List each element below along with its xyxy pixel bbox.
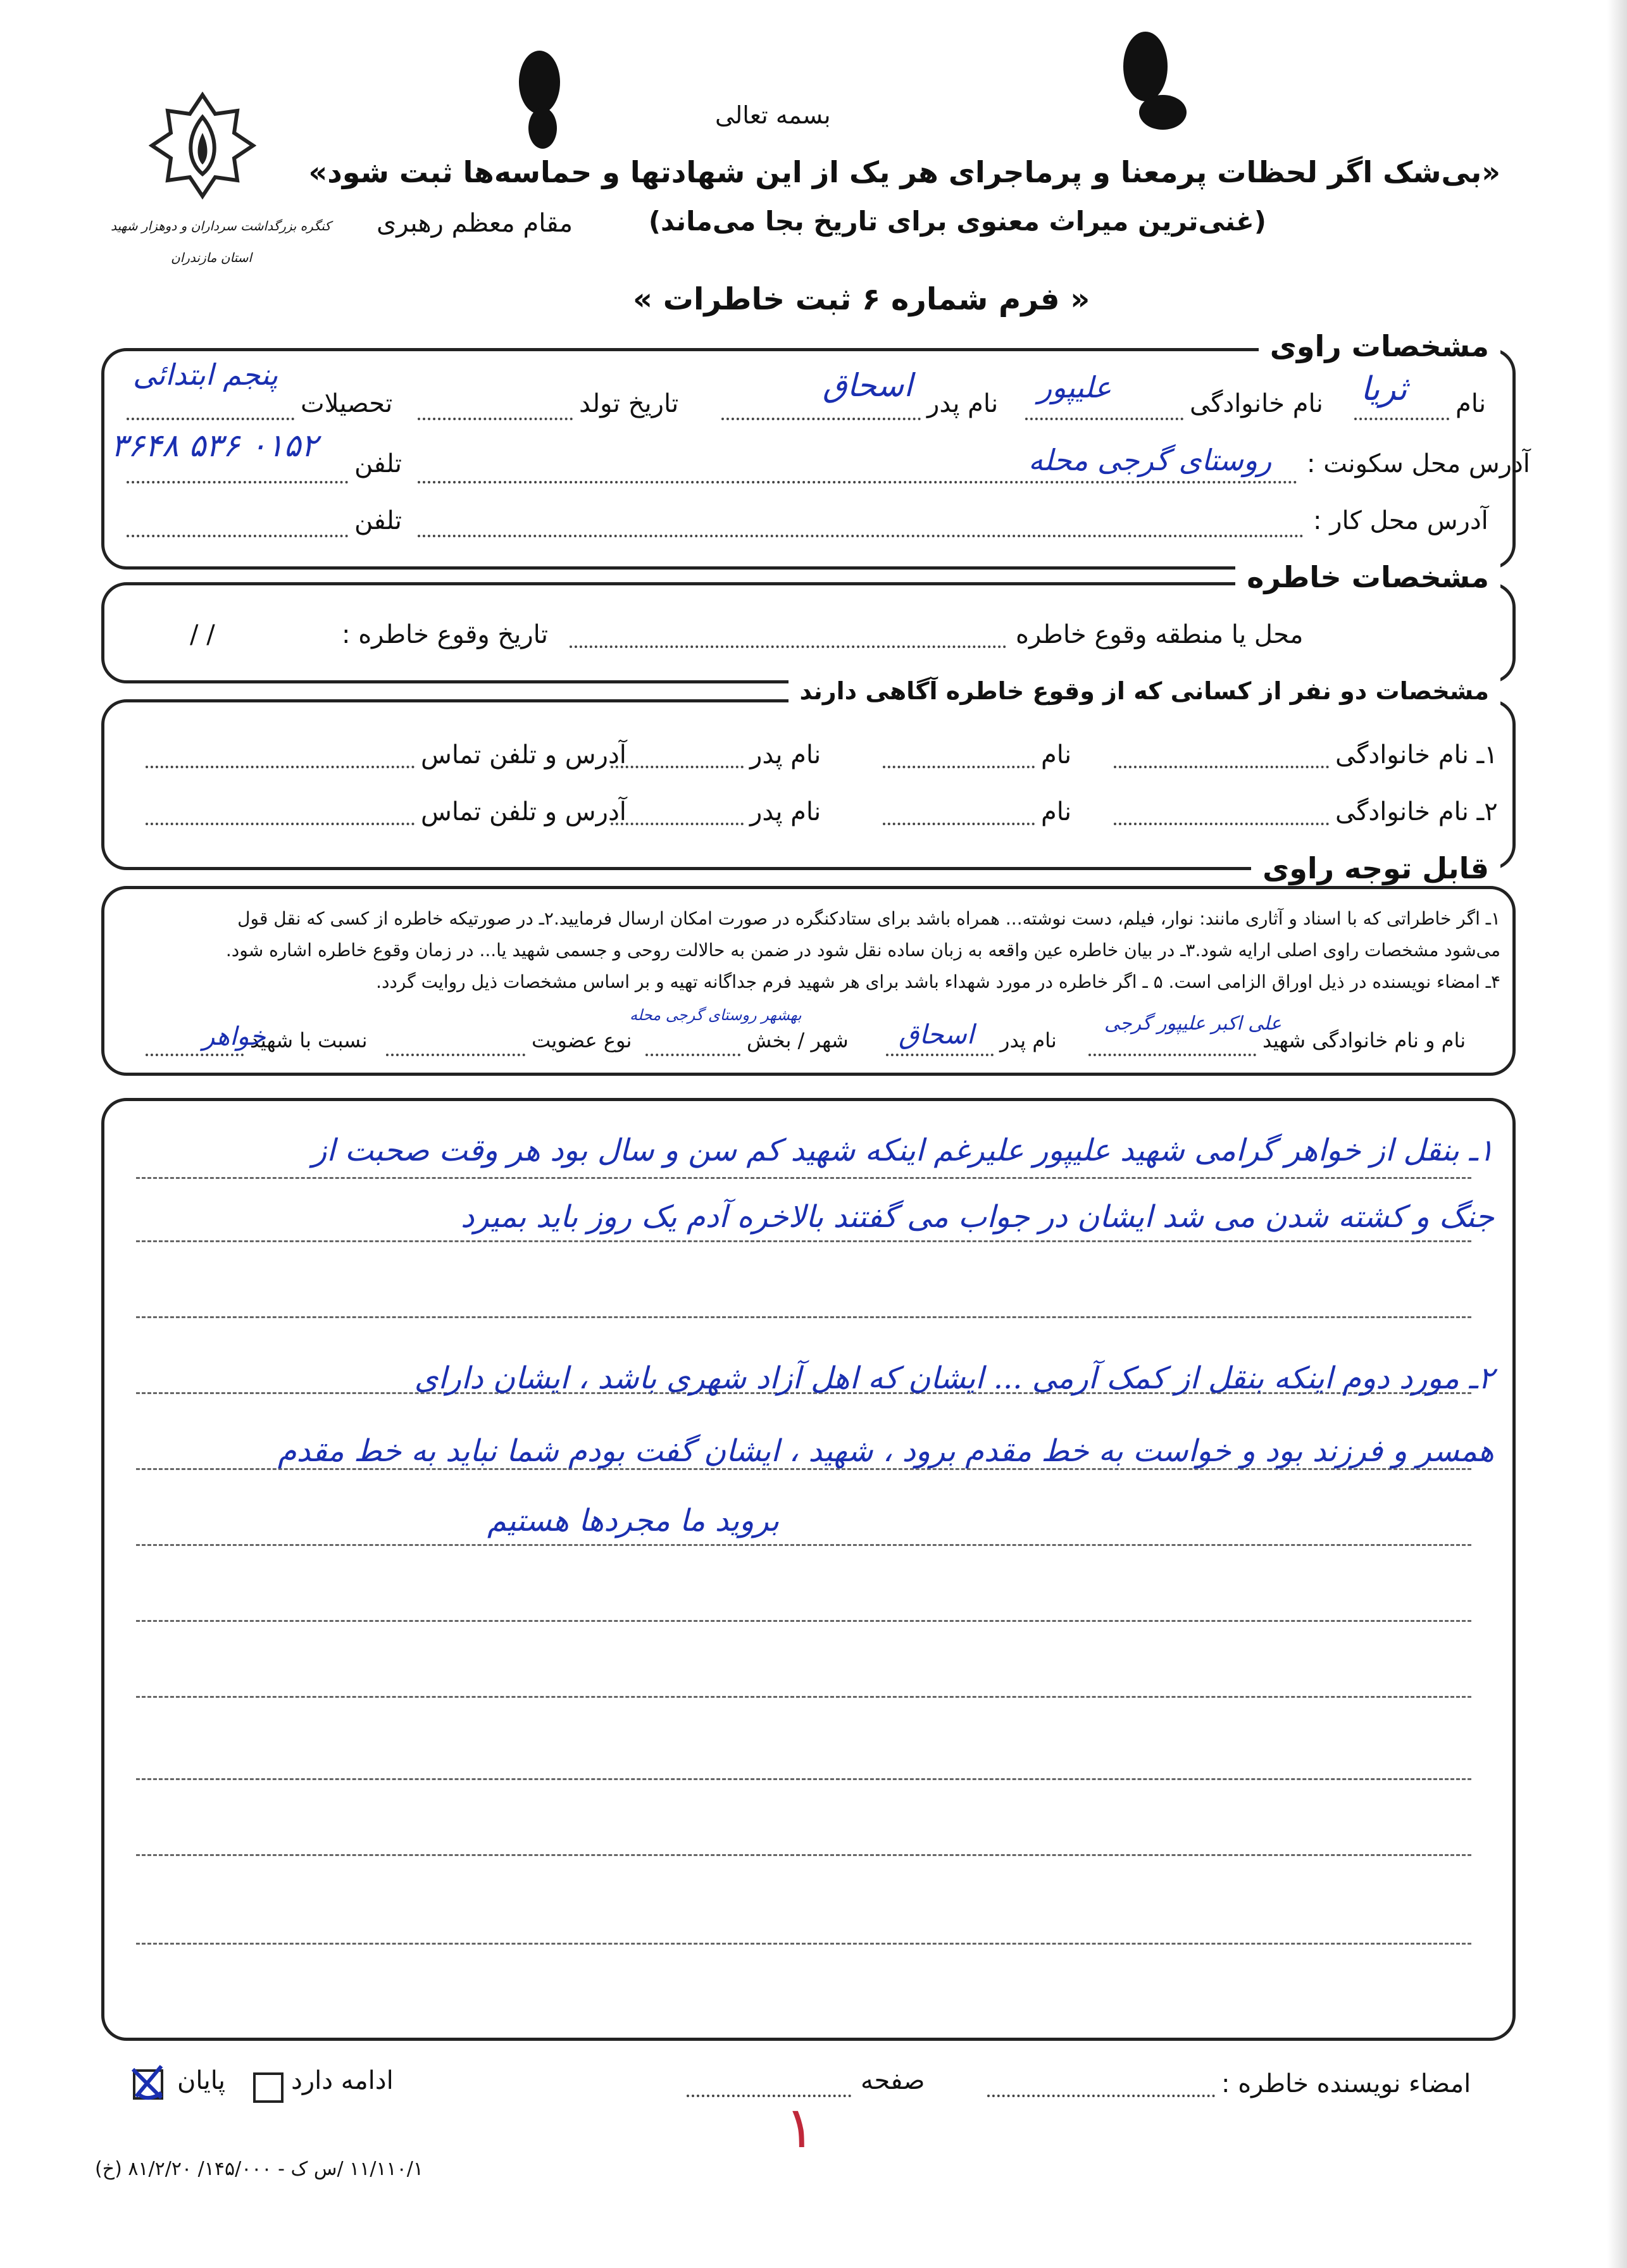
witness2-name-label: نام (1041, 797, 1072, 826)
witness2-name-field[interactable] (883, 823, 1035, 825)
page-edge (1607, 0, 1627, 2268)
education-value: پنجم ابتدائی (133, 358, 278, 392)
signature-label: امضاء نویسنده خاطره : (1221, 2069, 1471, 2098)
memory-place-label: محل یا منطقه وقوع خاطره (1016, 620, 1304, 649)
attribution: مقام معظم رهبری (377, 209, 573, 238)
narrative-line-1: ۱ـ بنقل از خواهر گرامی شهید علیپور علیرغم اینکه شهید کم سن و سال بود هر وقت صحبت از (312, 1133, 1494, 1168)
education-field[interactable] (127, 418, 294, 420)
continue-label: ادامه دارد (291, 2066, 394, 2095)
ink-blot (528, 108, 557, 149)
bismillah: بسمه تعالی (715, 101, 831, 129)
martyr-city-label: شهر / بخش (747, 1028, 849, 1052)
memory-section-title: مشخصات خاطره (1235, 560, 1500, 594)
name-label: نام (1456, 389, 1487, 418)
relation-field[interactable] (146, 1054, 244, 1056)
writing-line (136, 1778, 1471, 1780)
martyr-city-value: بهشهر روستای گرجی محله (630, 1006, 802, 1024)
witness2-contact-field[interactable] (146, 823, 415, 825)
phone-label: تلفن (354, 449, 402, 478)
witnesses-box (101, 699, 1516, 870)
witness1-contact-label: آدرس و تلفن تماس (421, 740, 626, 770)
birth-field[interactable] (418, 418, 573, 420)
memory-box (101, 582, 1516, 683)
ink-blot (1139, 95, 1187, 130)
witness1-father-field[interactable] (611, 766, 744, 768)
narrative-line-5: بروید ما مجردها هستیم (487, 1503, 780, 1538)
page-value: ۱ (785, 2095, 816, 2161)
form-title: « فرم شماره ۶ ثبت خاطرات » (633, 282, 1090, 317)
family-field[interactable] (1025, 418, 1183, 420)
membership-label: نوع عضویت (532, 1028, 632, 1052)
notice-line-3: ۴ـ امضاء نویسنده در ذیل اوراق الزامی است. ۵ ـ اگر خاطره در مورد شهداء باشد برای هر شهید فرم جداگانه تهیه و بر اساس مشخصات ذیل روایت گردد. (376, 971, 1500, 992)
memory-place-field[interactable] (570, 645, 1006, 648)
narrative-box (101, 1098, 1516, 2041)
notice-line-2: می‌شود مشخصات راوی اصلی ارایه شود.۳ـ در بیان خاطره عین واقعه به زبان ساده نقل شود در ضمن به حالالت روحی و جسمی شهید یا... در زمان وقوع خاطره اشاره شود. (225, 940, 1500, 961)
narrator-section-title: مشخصات راوی (1259, 329, 1500, 363)
narrative-line-2: جنگ و کشته شدن می شد ایشان در جواب می گفتند بالاخره آدم یک روز باید بمیرد (460, 1199, 1494, 1235)
name-value: ثریا (1361, 370, 1407, 408)
work-phone-label: تلفن (354, 506, 402, 535)
witness1-family-field[interactable] (1114, 766, 1329, 768)
work-address-field[interactable] (418, 535, 1304, 537)
martyr-father-field[interactable] (886, 1054, 994, 1056)
witness1-name-label: نام (1041, 740, 1072, 770)
end-label: پایان (177, 2066, 226, 2095)
signature-field[interactable] (987, 2095, 1215, 2097)
checkmark-icon (127, 2060, 171, 2104)
narrative-line-4: همسر و فرزند بود و خواست به خط مقدم برود ، شهید ، ایشان گفت بودم شما نباید به خط مقدم (277, 1433, 1494, 1469)
home-address-label: آدرس محل سکونت : (1307, 449, 1530, 478)
page-field[interactable] (687, 2095, 851, 2097)
ink-blot (1123, 32, 1168, 101)
writing-line (136, 1620, 1471, 1622)
education-label: تحصیلات (301, 389, 393, 418)
narrative-line-3: ۲ـ مورد دوم اینکه بنقل از کمک آرمی ... ایشان که اهل آزاد شهری باشد ، ایشان دارای (414, 1361, 1494, 1396)
memory-date-slashes: / / (190, 620, 215, 649)
witness2-contact-label: آدرس و تلفن تماس (421, 797, 626, 826)
witness2-family-label: ۲ـ نام خانوادگی (1335, 797, 1498, 826)
ink-blot (519, 51, 560, 114)
work-address-label: آدرس محل کار : (1313, 506, 1488, 535)
memory-date-label: تاریخ وقوع خاطره : (342, 620, 548, 649)
quote-line-1: «بی‌شک اگر لحظات پرمعنا و پرماجرای هر یک از این شهادتها و حماسه‌ها ثبت شود» (308, 155, 1500, 189)
phone-field[interactable] (127, 481, 348, 483)
martyr-father-value: اسحاق (899, 1019, 975, 1050)
father-label: نام پدر (927, 389, 999, 418)
witness2-family-field[interactable] (1114, 823, 1329, 825)
notice-section-title: قابل توجه راوی (1251, 851, 1500, 885)
work-phone-field[interactable] (127, 535, 348, 537)
witness2-father-label: نام پدر (750, 797, 821, 826)
martyr-name-field[interactable] (1088, 1054, 1256, 1056)
witness1-family-label: ۱ـ نام خانوادگی (1335, 740, 1498, 770)
writing-line (136, 1240, 1471, 1242)
birth-label: تاریخ تولد (579, 389, 679, 418)
witness1-father-label: نام پدر (750, 740, 821, 770)
membership-field[interactable] (386, 1054, 525, 1056)
home-address-value: روستای گرجی محله (1028, 443, 1272, 477)
page-label: صفحه (861, 2066, 925, 2095)
writing-line (136, 1943, 1471, 1945)
witness1-contact-field[interactable] (146, 766, 415, 768)
name-field[interactable] (1354, 418, 1449, 420)
witness1-name-field[interactable] (883, 766, 1035, 768)
writing-line (136, 1696, 1471, 1698)
martyr-city-field[interactable] (645, 1054, 740, 1056)
martyr-name-label: نام و نام خانوادگی شهید (1262, 1028, 1466, 1052)
writing-line (136, 1544, 1471, 1546)
logo-caption: کنگره بزرگداشت سرداران و دوهزار شهید (111, 218, 331, 234)
continue-checkbox[interactable] (253, 2072, 284, 2103)
father-field[interactable] (721, 418, 921, 420)
form-code: ۱۱/۱۱۰/۱ /س ک - ۱۴۵/۰۰۰/ ۸۱/۲/۲۰ (خ) (95, 2158, 424, 2180)
writing-line (136, 1177, 1471, 1179)
quote-line-2: (غنی‌ترین میراث معنوی برای تاریخ بجا می‌ماند) (648, 206, 1266, 237)
congress-logo (149, 92, 256, 206)
family-label: نام خانوادگی (1190, 389, 1323, 418)
home-address-field[interactable] (418, 481, 1297, 483)
martyr-father-label: نام پدر (1000, 1028, 1057, 1052)
father-value: اسحاق (823, 367, 913, 404)
relation-value: خواهر (203, 1022, 266, 1051)
martyr-name-value: علی اکبر علیپور گرجی (1104, 1012, 1281, 1035)
witness2-father-field[interactable] (611, 823, 744, 825)
family-value: علیپور (1038, 370, 1112, 404)
writing-line (136, 1854, 1471, 1856)
logo-caption-province: استان مازندران (171, 250, 252, 265)
relation-label: نسبت با شهید (250, 1028, 368, 1052)
writing-line (136, 1316, 1471, 1318)
notice-line-1: ۱ـ اگر خاطراتی که با اسناد و آثاری مانند: نوار، فیلم، دست نوشته... همراه باشد برای ستادکنگره در صورت امکان ارسال فرمایید.۲ـ در صورتیکه خاطره از کسی که نقل قول (237, 908, 1500, 929)
witnesses-section-title: مشخصات دو نفر از کسانی که از وقوع خاطره آگاهی دارند (789, 677, 1500, 705)
phone-value: ۰۱۵۲ ۵۳۶ ۳۶۴۸ (111, 427, 318, 464)
